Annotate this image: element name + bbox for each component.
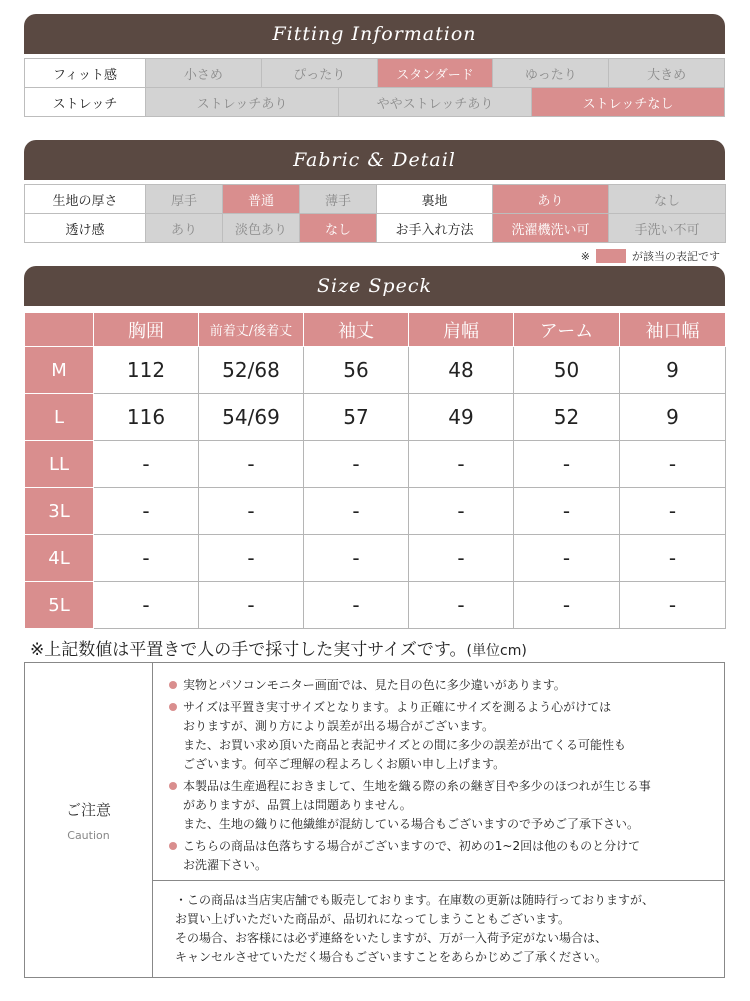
size-row [25,535,726,582]
fabric-row-2 [25,214,726,243]
bullet-icon [169,842,177,850]
size-cell: - [620,535,726,582]
caution-line: おりますが、測り方により誤差が出る場合がございます。 [183,719,495,733]
size-cell: - [199,488,304,535]
fitting-banner: Fitting Information [24,14,725,54]
size-label: L [25,394,94,441]
fit-option: 大きめ [609,59,725,88]
legend-swatch [596,249,626,263]
size-row [25,347,726,394]
size-cell: - [620,488,726,535]
size-cell: 9 [620,347,726,394]
caution-line: また、生地の織りに他繊維が混紡している場合もございますので予めご了承下さい。 [183,817,640,831]
size-cell: 49 [409,394,514,441]
stretch-table [24,87,725,117]
fit-label: フィット感 [25,59,146,88]
size-row [25,488,726,535]
size-table [24,312,726,629]
stretch-label: ストレッチ [25,88,146,117]
size-cell: - [199,535,304,582]
size-cell: - [620,441,726,488]
measurement-note [30,635,527,660]
stretch-option: ややストレッチあり [339,88,532,117]
size-cell: 52/68 [199,347,304,394]
size-banner: Size Speck [24,266,725,306]
size-cell: 48 [409,347,514,394]
size-cell: 56 [304,347,409,394]
note-text: ※上記数値は平置きで人の手で採寸した実寸サイズです。 [30,640,467,660]
caution-line: お洗濯下さい。 [183,858,268,872]
caution-heading [25,663,153,977]
lining-label: 裏地 [377,185,493,214]
size-cell: - [514,582,620,629]
thickness-option: 薄手 [300,185,377,214]
size-label: 5L [25,582,94,629]
size-cell: - [199,441,304,488]
size-cell: - [409,488,514,535]
sheer-option: あり [146,214,223,243]
stock-line: お買い上げいただいた商品が、品切れになってしまうこともございます。 [175,912,571,926]
size-header: アーム [514,313,620,347]
size-cell: - [304,488,409,535]
fitting-table [24,58,725,88]
size-header-row [25,313,726,347]
caution-line: こちらの商品は色落ちする場合がございますので、初めの1~2回は他のものと分けて [183,839,641,853]
size-cell: - [94,535,199,582]
stock-notice [153,881,724,977]
fabric-row-1 [25,185,726,214]
fit-option: ぴったり [261,59,377,88]
size-cell: - [304,535,409,582]
size-cell: - [620,582,726,629]
sheer-option-selected: なし [300,214,377,243]
care-option-selected: 洗濯機洗い可 [493,214,609,243]
stretch-option: ストレッチあり [146,88,339,117]
caution-box [24,662,725,978]
size-row [25,441,726,488]
size-cell: - [199,582,304,629]
size-cell: 112 [94,347,199,394]
selection-legend [581,248,720,264]
fabric-banner: Fabric & Detail [24,140,725,180]
caution-item [169,698,626,774]
size-header: 胸囲 [94,313,199,347]
caution-line: 実物とパソコンモニター画面では、見た目の色に多少違いがあります。 [183,678,566,692]
caution-item [169,777,651,834]
caution-subtitle: Caution [67,829,110,842]
size-cell: 54/69 [199,394,304,441]
caution-item [169,676,566,695]
size-header: 前着丈/後着丈 [199,313,304,347]
size-row [25,394,726,441]
legend-text: が該当の表記です [632,250,720,263]
size-header: 袖口幅 [620,313,726,347]
caution-line: サイズは平置き実寸サイズとなります。より正確にサイズを測るよう心がけては [183,700,612,714]
size-cell: - [304,441,409,488]
fit-option: 小さめ [146,59,262,88]
sheer-label: 透け感 [25,214,146,243]
size-header: 袖丈 [304,313,409,347]
size-cell: - [94,488,199,535]
stock-line: ・この商品は当店実店舗でも販売しております。在庫数の更新は随時行っておりますが、 [175,893,655,907]
care-option: 手洗い不可 [609,214,726,243]
caution-title: ご注意 [65,801,111,819]
fit-option: ゆったり [493,59,609,88]
caution-items [153,663,724,881]
size-cell: - [409,582,514,629]
stock-line: キャンセルさせていただく場合もございますことをあらかじめご了承ください。 [175,950,608,964]
size-header: 肩幅 [409,313,514,347]
bullet-icon [169,782,177,790]
size-label: LL [25,441,94,488]
lining-option: なし [609,185,726,214]
size-cell: 116 [94,394,199,441]
sheer-option: 淡色あり [223,214,300,243]
fabric-table [24,184,726,243]
caution-line: ございます。何卒ご理解の程よろしくお願い申し上げます。 [183,757,506,771]
size-cell: - [409,441,514,488]
care-label: お手入れ方法 [377,214,493,243]
stretch-row [25,88,725,117]
thickness-option: 厚手 [146,185,223,214]
size-label: 4L [25,535,94,582]
size-label: 3L [25,488,94,535]
bullet-icon [169,703,177,711]
fit-option-selected: スタンダード [377,59,493,88]
size-cell: - [94,582,199,629]
size-cell: - [304,582,409,629]
stock-line: その場合、お客様には必ず連絡をいたしますが、万が一入荷予定がない場合は、 [175,931,608,945]
size-cell: 9 [620,394,726,441]
stretch-option-selected: ストレッチなし [532,88,725,117]
caution-line: がありますが、品質上は問題ありません。 [183,798,412,812]
thickness-option-selected: 普通 [223,185,300,214]
size-cell: 52 [514,394,620,441]
caution-line: 本製品は生産過程におきまして、生地を織る際の糸の継ぎ目や多少のほつれが生じる事 [183,779,651,793]
size-corner [25,313,94,347]
size-cell: 50 [514,347,620,394]
thickness-label: 生地の厚さ [25,185,146,214]
size-cell: - [514,488,620,535]
size-cell: - [514,441,620,488]
bullet-icon [169,681,177,689]
legend-prefix: ※ [580,249,590,263]
fit-row [25,59,725,88]
size-cell: 57 [304,394,409,441]
lining-option-selected: あり [493,185,609,214]
caution-line: また、お買い求め頂いた商品と表記サイズとの間に多少の誤差が出てくる可能性も [183,738,627,752]
size-row [25,582,726,629]
size-label: M [25,347,94,394]
size-cell: - [94,441,199,488]
unit-text: (単位cm) [466,643,527,659]
caution-item [169,837,640,875]
size-cell: - [514,535,620,582]
size-cell: - [409,535,514,582]
